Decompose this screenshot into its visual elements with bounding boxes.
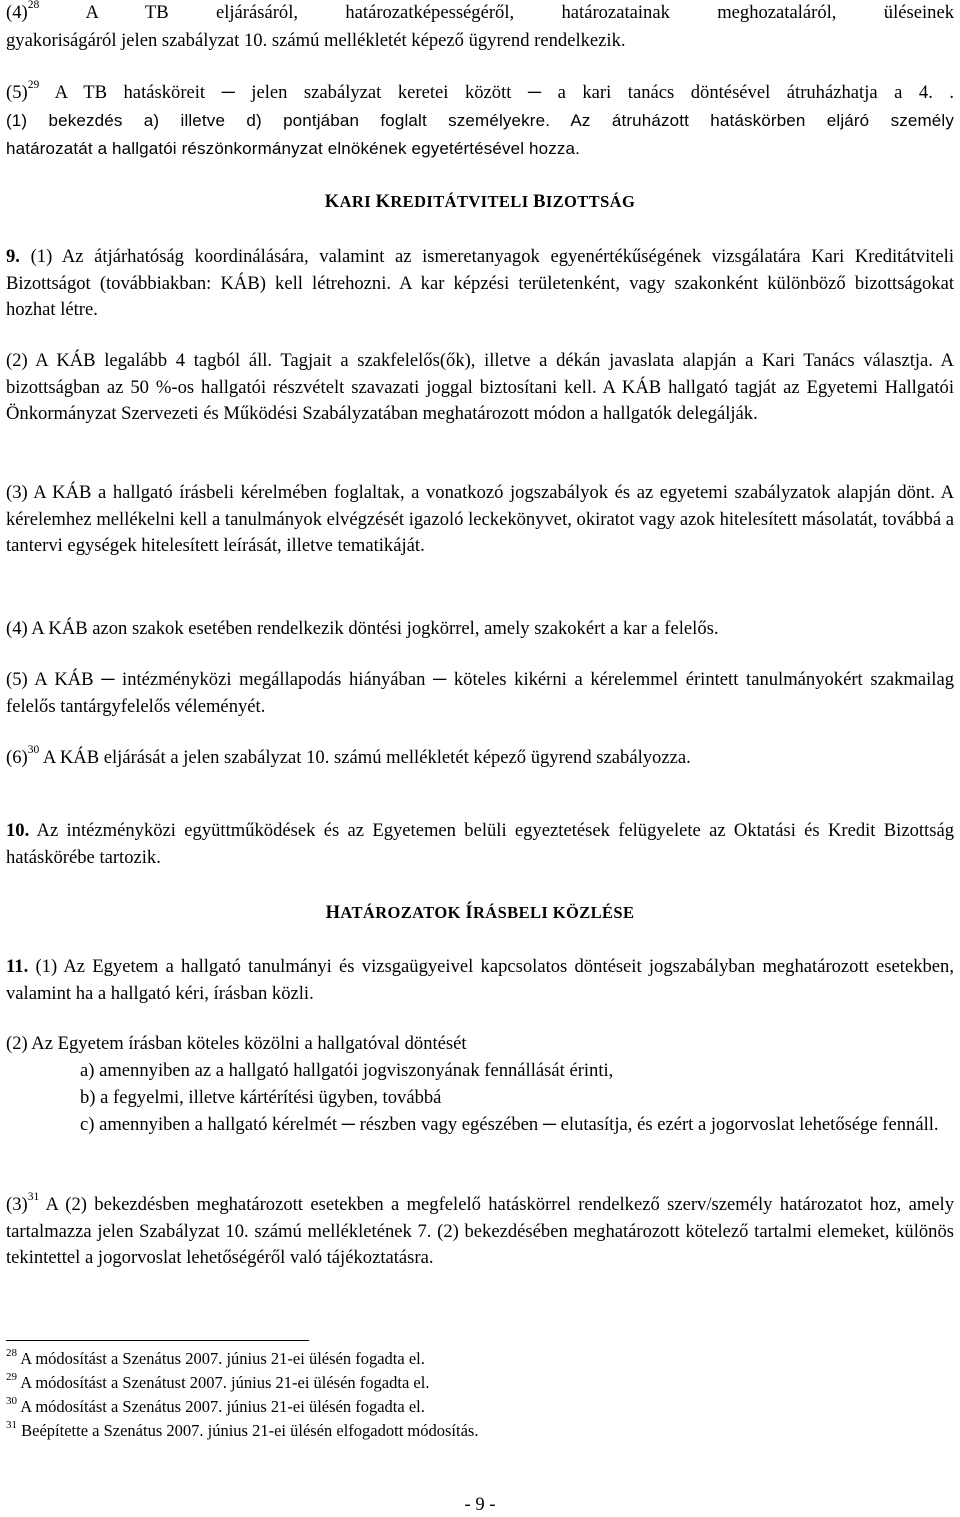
paragraph-text: (1) Az átjárhatóság koordinálására, valamint az ismeretanyagok egyenértékűségének vizsgálatára Kari Kreditátviteli Bizottságot (továbbiakban: KÁB) kell létrehozni. A kar képzési területenként, vagy szakonként különböző bizottságokat hozhat létre. [6, 246, 954, 320]
footnote-text: A módosítást a Szenátus 2007. június 21-ei ülésén fogadta el. [20, 1397, 425, 1416]
paragraph-text: A TB eljárásáról, határozatképességéről, határozatainak meghozataláról, üléseinek [85, 2, 954, 23]
paragraph-number: (6) [6, 747, 28, 768]
section-number: 9. [6, 246, 20, 267]
footnote-ref[interactable]: 31 [27, 1190, 40, 1203]
paragraph-text: (5) A KÁB ─ intézményközi megállapodás hiányában ─ köteles kikérni a kérelemmel érintett tanulmányokért szakmailag felelős tantárgyfelelős véleményét. [6, 669, 954, 717]
section-number: 11. [6, 956, 29, 977]
paragraph-text: A TB hatásköreit ─ jelen szabályzat keretei között ─ a kari tanács döntésével átruházhatja a 4. . [54, 82, 954, 103]
section-heading-hatarozatok: HATÁROZATOK ÍRÁSBELI KÖZLÉSE [325, 903, 635, 923]
section-9-paragraph-5 [6, 667, 954, 720]
paragraph-text: Az intézményközi együttműködések és az Egyetemen belüli egyeztetések felügyelete az Oktatási és Kredit Bizottság hatáskörébe tartozik. [6, 820, 954, 868]
paragraph-text: (1) Az Egyetem a hallgató tanulmányi és vizsgaügyeivel kapcsolatos döntéseit jogszabályban meghatározott esetekben, valamint ha a hallgató kéri, írásban közli. [6, 956, 954, 1004]
footnote-number: 28 [6, 1346, 17, 1359]
paragraph-number: (4) [6, 2, 28, 23]
paragraph-text: (4) A KÁB azon szakok esetében rendelkezik döntési jogkörrel, amely szakokért a kar a felelős. [6, 618, 719, 639]
paragraph-text: (2) A KÁB legalább 4 tagból áll. Tagjait a szakfelelős(ők), illetve a dékán javaslata alapján a Kari Tanács választja. A bizottságban az 50 %-os hallgatói részvételt szavazati joggal biztosítani kell. A KÁB hallgató tagját az Egyetemi Hallgatói Önkormányzat Szervezeti és Működési Szabályzatában meghatározott módon a hallgatók delegálják. [6, 350, 954, 424]
footnote-30 [6, 1394, 425, 1417]
section-11-paragraph-1 [6, 954, 954, 1007]
paragraph-text: A (2) bekezdésben meghatározott esetekben a megfelelő hatáskörrel rendelkező szerv/személy határozatot hoz, amely tartalmazza jelen Szabályzat 10. számú mellékletének 7. (2) bekezdésében meghatározott kötelező tartalmi elemeket, különös tekintettel a jogorvoslat lehetőségéről való tájékoztatásra. [6, 1194, 954, 1268]
section-9-paragraph-4 [6, 616, 954, 643]
list-item-c [6, 1112, 954, 1139]
list-item-b [6, 1085, 954, 1112]
list-item-text: a) amennyiben az a hallgató hallgatói jogviszonyának fennállását érinti, [80, 1060, 614, 1081]
footnote-number: 30 [6, 1394, 17, 1407]
footnote-31 [6, 1418, 479, 1441]
page-number: - 9 - [464, 1494, 496, 1515]
section-9-paragraph-3 [6, 480, 954, 560]
paragraph-text: (3) A KÁB a hallgató írásbeli kérelmében foglaltak, a vonatkozó jogszabályok és az egyetemi szabályzatok alapján dönt. A kérelemhez mellékelni kell a tanulmányok elvégzését igazoló leckekönyvet, okiratot vagy azok hitelesített másolatát, továbbá a tantervi egységek hitelesített leírását, illetve tematikáját. [6, 482, 954, 556]
tb-paragraph-5-line1 [6, 80, 954, 107]
section-11-paragraph-3 [6, 1192, 954, 1272]
list-item-text: b) a fegyelmi, illetve kártérítési ügyben, továbbá [80, 1087, 442, 1108]
footnote-number: 31 [6, 1418, 17, 1431]
footnote-ref[interactable]: 30 [27, 743, 40, 756]
section-9-paragraph-6 [6, 745, 954, 772]
tb-paragraph-5-line3 [6, 136, 954, 163]
section-11-paragraph-2 [6, 1031, 954, 1058]
paragraph-text: gyakoriságáról jelen szabályzat 10. számú mellékletét képező ügyrend rendelkezik. [6, 30, 626, 51]
footnote-28 [6, 1346, 425, 1369]
footnote-text: A módosítást a Szenátust 2007. június 21-ei ülésén fogadta el. [20, 1373, 430, 1392]
section-9-paragraph-2 [6, 348, 954, 428]
footnote-ref[interactable]: 29 [27, 78, 40, 91]
paragraph-text: (1) bekezdés a) illetve d) pontjában foglalt személyekre. Az átruházott hatáskörben eljáró személy [6, 111, 954, 130]
paragraph-number: (3) [6, 1194, 28, 1215]
footnote-text: Beépítette a Szenátus 2007. június 21-ei ülésén elfogadott módosítás. [21, 1421, 479, 1440]
footnote-number: 29 [6, 1370, 17, 1383]
section-9-paragraph-1 [6, 244, 954, 324]
paragraph-text: A KÁB eljárását a jelen szabályzat 10. számú mellékletét képező ügyrend szabályozza. [42, 747, 691, 768]
tb-paragraph-5-line2 [6, 108, 954, 135]
footnote-separator [6, 1340, 309, 1341]
section-10-paragraph [6, 818, 954, 871]
footnote-text: A módosítást a Szenátus 2007. június 21-ei ülésén fogadta el. [20, 1349, 425, 1368]
list-item-a [6, 1058, 954, 1085]
footnote-ref[interactable]: 28 [27, 0, 40, 11]
list-item-text: c) amennyiben a hallgató kérelmét ─ részben vagy egészében ─ elutasítja, és ezért a jogorvoslat lehetősége fennáll. [80, 1114, 939, 1135]
tb-paragraph-4-line2 [6, 28, 954, 55]
paragraph-text: határozatát a hallgatói részönkormányzat elnökének egyetértésével hozza. [6, 139, 581, 158]
paragraph-number: (5) [6, 82, 28, 103]
section-number: 10. [6, 820, 30, 841]
paragraph-text: (2) Az Egyetem írásban köteles közölni a hallgatóval döntését [6, 1033, 467, 1054]
footnote-29 [6, 1370, 430, 1393]
tb-paragraph-4-line1 [6, 0, 954, 27]
section-heading-kab: KARI KREDITÁTVITELI BIZOTTSÁG [324, 192, 636, 212]
